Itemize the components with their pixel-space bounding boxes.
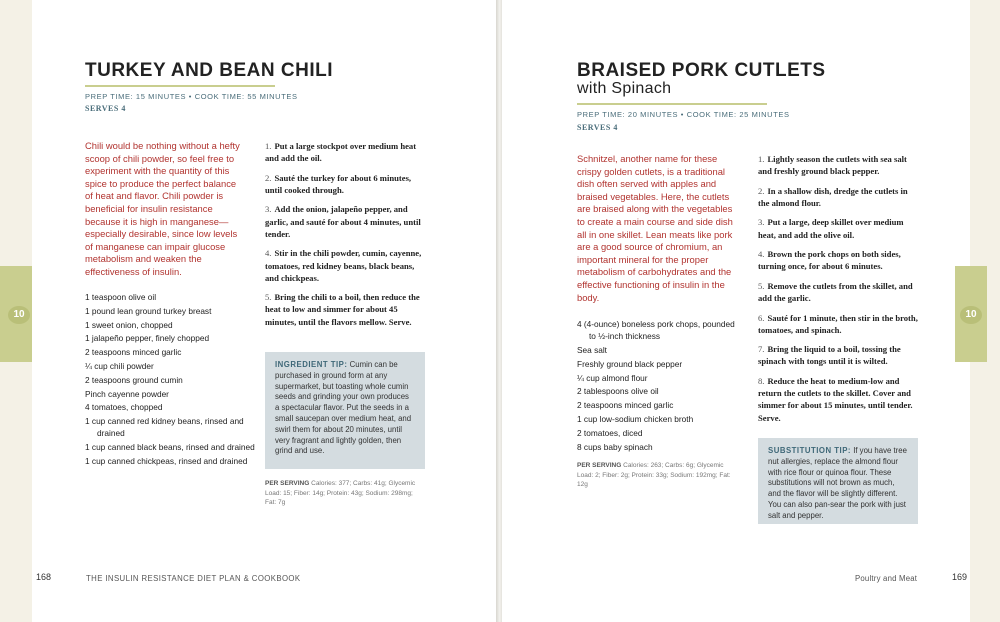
recipe-step <box>758 185 920 209</box>
step-text: Add the onion, jalapeño pepper, and garlic, and sauté for about 4 minutes, until tender. <box>265 204 421 239</box>
ingredient-item: 1 jalapeño pepper, finely chopped <box>85 333 210 344</box>
recipe-step <box>758 280 920 304</box>
prep-cook-time-right: PREP TIME: 20 MINUTES • COOK TIME: 25 MINUTES <box>577 110 790 119</box>
recipe-subtitle-right: with Spinach <box>577 80 672 97</box>
ingredient-item: 2 teaspoons ground cumin <box>85 374 183 385</box>
step-text: Reduce the heat to medium-low and return the cutlets to the skillet. Cover and simmer for about 15 minutes, until tender. Serve. <box>758 375 913 423</box>
title-rule-left <box>85 85 275 87</box>
page-number-left: 168 <box>36 572 52 582</box>
ingredient-item: Freshly ground black pepper <box>577 358 683 369</box>
ingredient-item: 2 teaspoons minced garlic <box>577 400 674 411</box>
step-number: 2. <box>265 172 272 183</box>
tip-text-left: Cumin can be purchased in ground form at any supermarket, but toasting whole cumin seeds and grinding your own produces a spectacular flavor. Put the seeds in a small saucepan over medium heat, and swirl them for about 20 minutes, until very fragrant and lightly golden, then grind and use. <box>275 360 412 456</box>
step-number: 4. <box>758 249 765 260</box>
ingredient-item: Sea salt <box>577 345 607 355</box>
footer-book-title: THE INSULIN RESISTANCE DIET PLAN & COOKBOOK <box>86 574 301 583</box>
step-number: 2. <box>758 185 765 196</box>
ingredient-item: ¼ cup almond flour <box>577 372 648 383</box>
recipe-step <box>758 343 920 367</box>
step-number: 1. <box>265 141 272 151</box>
ingredient-item: 2 tomatoes, diced <box>577 427 643 438</box>
step-number: 3. <box>265 204 272 215</box>
recipe-title-left: TURKEY AND BEAN CHILI <box>85 60 334 81</box>
step-text: Bring the liquid to a boil, tossing the spinach with tongs until it is wilted. <box>758 344 901 367</box>
serves-left: SERVES 4 <box>85 104 126 113</box>
ingredient-item: 1 cup low-sodium chicken broth <box>577 413 694 424</box>
nutrition-info-right <box>577 461 737 490</box>
ingredient-list-right <box>577 318 742 454</box>
substitution-tip-box <box>758 438 918 524</box>
recipe-step <box>758 312 920 336</box>
chapter-number-left: 10 <box>8 306 30 324</box>
chapter-tab-left <box>0 266 32 362</box>
ingredient-item: 8 cups baby spinach <box>577 441 653 452</box>
step-list-right <box>758 153 920 431</box>
recipe-step <box>265 291 425 328</box>
title-rule-right <box>577 103 767 105</box>
step-text: Put a large stockpot over medium heat and add the oil. <box>265 141 417 164</box>
tip-label-right: SUBSTITUTION TIP: <box>768 446 852 455</box>
serves-right: SERVES 4 <box>577 123 618 132</box>
nutrition-label-left: PER SERVING <box>265 480 310 487</box>
book-spine <box>496 0 502 622</box>
nutrition-info-left <box>265 479 425 508</box>
nutrition-label-right: PER SERVING <box>577 462 622 469</box>
step-number: 1. <box>758 154 765 164</box>
nutrition-text-left: Calories: 377; Carbs: 41g; Glycemic Load: 15; Fiber: 14g; Protein: 43g; Sodium: 298mg; Fat: 7g <box>265 480 416 506</box>
ingredient-item: 4 tomatoes, chopped <box>85 402 163 413</box>
recipe-step <box>265 203 425 240</box>
page-number-right: 169 <box>952 572 968 582</box>
step-text: Sauté for 1 minute, then stir in the broth, tomatoes, and spinach. <box>758 312 918 335</box>
ingredient-item: 1 teaspoon olive oil <box>85 292 157 302</box>
chapter-number-right: 10 <box>960 306 982 324</box>
step-text: Stir in the chili powder, cumin, cayenne, tomatoes, red kidney beans, black beans, and chickpeas. <box>265 248 422 283</box>
recipe-step <box>758 216 920 240</box>
ingredient-item: 2 teaspoons minced garlic <box>85 347 182 358</box>
step-number: 4. <box>265 248 272 259</box>
recipe-step <box>265 247 425 284</box>
ingredient-item: 1 cup canned black beans, rinsed and drained <box>85 442 255 453</box>
recipe-intro-right: Schnitzel, another name for these crispy golden cutlets, is a traditional dish often served with apples and braised vegetables. Here, the cutlets are braised along with the vegetables to create a main course and side dish all in one skillet. Lean meats like pork are a good source of chromium, an important mineral for the proper metabolism of carbohydrates and the effective functioning of insulin in the body. <box>577 153 733 303</box>
ingredient-tip-box <box>265 352 425 469</box>
ingredient-list-left <box>85 291 255 469</box>
recipe-step <box>265 172 425 196</box>
tip-text-right: If you have tree nut allergies, replace the almond flour with rice flour or quinoa flour. These substitutions will not brown as much, and the flavor will be slightly different. You can also pan-sear the pork with just salt and pepper. <box>768 446 907 520</box>
step-number: 5. <box>265 292 272 303</box>
prep-cook-time-left: PREP TIME: 15 MINUTES • COOK TIME: 55 MINUTES <box>85 92 298 101</box>
ingredient-item: 1 cup canned chickpeas, rinsed and drained <box>85 455 248 466</box>
recipe-step <box>758 153 920 177</box>
recipe-step <box>758 375 920 424</box>
step-text: Remove the cutlets from the skillet, and add the garlic. <box>758 280 913 304</box>
recipe-title-right: BRAISED PORK CUTLETS <box>577 60 826 81</box>
footer-chapter-title: Poultry and Meat <box>855 574 918 583</box>
ingredient-item: Pinch cayenne powder <box>85 388 169 399</box>
step-number: 6. <box>758 312 765 323</box>
step-number: 3. <box>758 217 765 228</box>
ingredient-item: 1 cup canned red kidney beans, rinsed and drained <box>85 416 244 439</box>
ingredient-item: 2 tablespoons olive oil <box>577 386 659 397</box>
step-number: 5. <box>758 280 765 291</box>
step-number: 8. <box>758 375 765 386</box>
step-list-left <box>265 140 425 335</box>
step-text: Sauté the turkey for about 6 minutes, until cooked through. <box>265 172 412 195</box>
nutrition-text-right: Calories: 263; Carbs: 6g; Glycemic Load: 2; Fiber: 2g; Protein: 33g; Sodium: 192mg; Fat: 12g <box>577 462 731 488</box>
ingredient-item: 1 pound lean ground turkey breast <box>85 305 212 316</box>
step-text: Lightly season the cutlets with sea salt and freshly ground black pepper. <box>758 154 907 177</box>
step-text: Brown the pork chops on both sides, turning once, for about 6 minutes. <box>758 249 901 272</box>
chapter-tab-right <box>955 266 987 362</box>
tip-label-left: INGREDIENT TIP: <box>275 360 348 369</box>
ingredient-item: 4 (4-ounce) boneless pork chops, pounded to ½-inch thickness <box>577 319 735 342</box>
recipe-step <box>758 248 920 272</box>
recipe-intro-left: Chili would be nothing without a hefty scoop of chili powder, so feel free to experiment with the quantity of this spice to produce the perfect balance of heat and flavor. Chili powder is beneficial for insulin resistance because it is high in manganese—especially desirable, since low levels of manganese can impair glucose metabolism and weaken the effectiveness of insulin. <box>85 140 240 277</box>
ingredient-item: ¼ cup chili powder <box>85 360 154 371</box>
ingredient-item: 1 sweet onion, chopped <box>85 319 173 330</box>
step-text: Bring the chili to a boil, then reduce the heat to low and simmer for about 45 minutes, until the flavors mellow. Serve. <box>265 292 420 327</box>
step-text: Put a large, deep skillet over medium heat, and add the olive oil. <box>758 217 904 240</box>
step-number: 7. <box>758 344 765 355</box>
step-text: In a shallow dish, dredge the cutlets in the almond flour. <box>758 185 908 208</box>
recipe-step <box>265 140 425 164</box>
